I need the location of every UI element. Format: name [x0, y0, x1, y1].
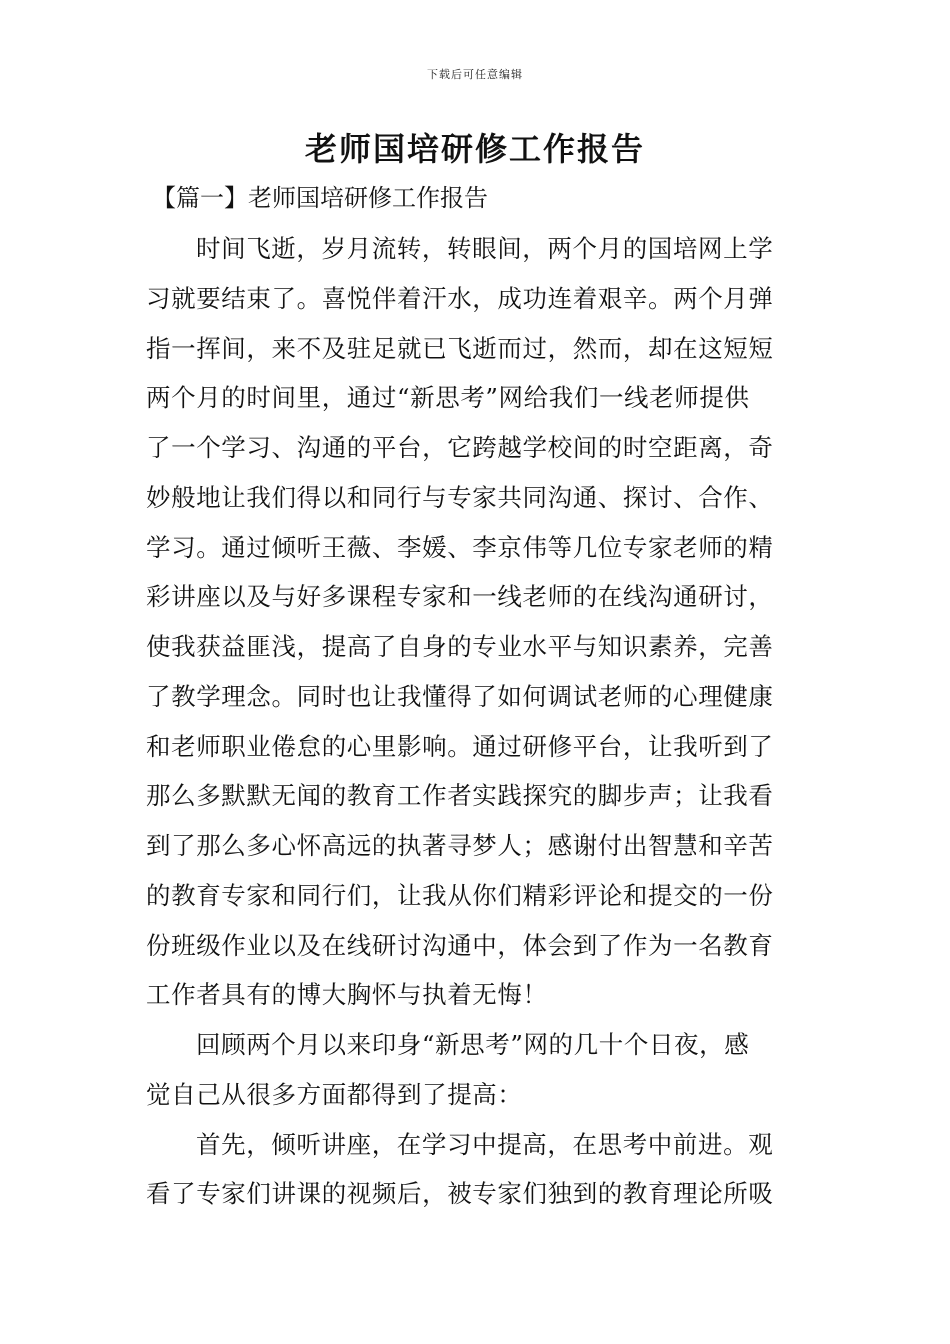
paragraph-line: 份班级作业以及在线研讨沟通中，体会到了作为一名教育 — [146, 930, 774, 960]
paragraph-line: 彩讲座以及与好多课程专家和一线老师的在线沟通研讨， — [146, 582, 774, 612]
paragraph-line: 到了那么多心怀高远的执著寻梦人；感谢付出智慧和辛苦 — [146, 831, 774, 860]
paragraph-line: 了一个学习、沟通的平台，它跨越学校间的时空距离，奇 — [146, 433, 774, 462]
paragraph-line: 使我获益匪浅，提高了自身的专业水平与知识素养，完善 — [146, 632, 774, 661]
paragraph-line: 回顾两个月以来印身“新思考”网的几十个日夜，感 — [196, 1030, 750, 1059]
paragraph-line: 习就要结束了。喜悦伴着汗水，成功连着艰辛。两个月弹 — [146, 283, 774, 313]
header-note: 下载后可任意编辑 — [427, 68, 523, 81]
paragraph-line: 那么多默默无闻的教育工作者实践探究的脚步声；让我看 — [146, 781, 774, 811]
paragraph-line: 两个月的时间里，通过“新思考”网给我们一线老师提供 — [146, 383, 750, 413]
paragraph-line: 妙般地让我们得以和同行与专家共同沟通、探讨、合作、 — [146, 482, 774, 512]
paragraph-line: 和老师职业倦怠的心里影响。通过研修平台，让我听到了 — [146, 731, 774, 761]
section-heading: 【篇一】老师国培研修工作报告 — [152, 184, 488, 212]
paragraph-line: 学习。通过倾听王薇、李媛、李京伟等几位专家老师的精 — [146, 532, 774, 562]
document-title: 老师国培研修工作报告 — [304, 130, 645, 168]
paragraph-line: 的教育专家和同行们，让我从你们精彩评论和提交的一份 — [146, 880, 774, 910]
paragraph-line: 看了专家们讲课的视频后，被专家们独到的教育理论所吸 — [146, 1179, 774, 1209]
paragraph-line: 时间飞逝，岁月流转，转眼间，两个月的国培网上学 — [196, 234, 774, 263]
paragraph-line: 觉自己从很多方面都得到了提高： — [146, 1079, 523, 1109]
body-text — [146, 224, 806, 1219]
paragraph-line: 了教学理念。同时也让我懂得了如何调试老师的心理健康 — [146, 681, 774, 711]
paragraph-line: 工作者具有的博大胸怀与执着无悔！ — [146, 980, 548, 1010]
paragraph-line: 指一挥间，来不及驻足就已飞逝而过，然而，却在这短短 — [146, 333, 774, 363]
paragraph-line: 首先，倾听讲座，在学习中提高，在思考中前进。观 — [196, 1129, 774, 1159]
